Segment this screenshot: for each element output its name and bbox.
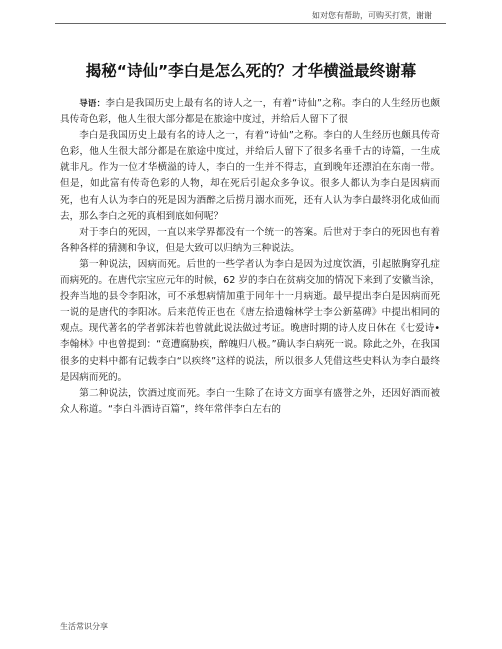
intro-label: 导语：	[79, 99, 106, 109]
article-body	[60, 96, 440, 418]
intro-text: 李白是我国历史上最有名的诗人之一，有着“诗仙”之称。李白的人生经历也颇具传奇色彩，他人生很大部分都是在旅途中度过，并给后人留下了很	[60, 98, 440, 126]
header-divider	[55, 23, 446, 24]
paragraph-1: 李白是我国历史上最有名的诗人之一，有着“诗仙”之称。李白的人生经历也颇具传奇色彩，他人生很大部分都是在旅途中度过，并给后人留下了很多名垂千古的诗篇，一生成就非凡。作为一位才华横溢的诗人，李白的一生并不得志，直到晚年还漂泊在东南一带。但是，如此富有传奇色彩的人物，却在死后引起众多争议。很多人都认为李白是因病而死，也有人认为李白的死是因为酒醉之后捞月溺水而死，还有人认为李白最终羽化成仙而去，那么李白之死的真相到底如何呢？	[60, 130, 440, 222]
paragraph-4: 第二种说法，饮酒过度而死。李白一生除了在诗文方面享有盛誉之外，还因好酒而被众人称道。“李白斗酒诗百篇”，终年常伴李白左右的	[60, 387, 440, 415]
paragraph-3: 第一种说法，因病而死。后世的一些学者认为李白是因为过度饮酒，引起脓胸穿孔症而病死的。在唐代宗宝应元年的时候，62 岁的李白在贫病交加的情况下来到了安徽当涂，投奔当地的县令李阳冰，可不承想病情加重于同年十一月病逝。最早提出李白是因病而死一说的是唐代的李阳冰。后来范传正也在《唐左拾遗翰林学士李公新墓碑》中提出相同的观点。现代著名的学者郭沫若也曾就此说法做过考证。晚唐时期的诗人皮日休在《七爱诗•李翰林》中也曾提到：“竟遭腐胁疾，醉魄归八极。”确认李白病死一说。除此之外，在我国很多的史料中都有记载李白“以疾终”这样的说法，所以很多人凭借这些史料认为李白最终是因病而死的。	[60, 258, 440, 383]
footer-note: 生活常识分享	[60, 622, 108, 631]
article-title: 揭秘“诗仙”李白是怎么死的？才华横溢最终谢幕	[85, 62, 417, 80]
paragraph-2: 对于李白的死因，一直以来学界都没有一个统一的答案。后世对于李白的死因也有着各种各样的猜测和争议，但是大致可以归纳为三种说法。	[60, 226, 440, 254]
intro-paragraph	[60, 96, 440, 128]
header-note: 如对您有帮助，可购买打赏，谢谢	[312, 11, 432, 20]
